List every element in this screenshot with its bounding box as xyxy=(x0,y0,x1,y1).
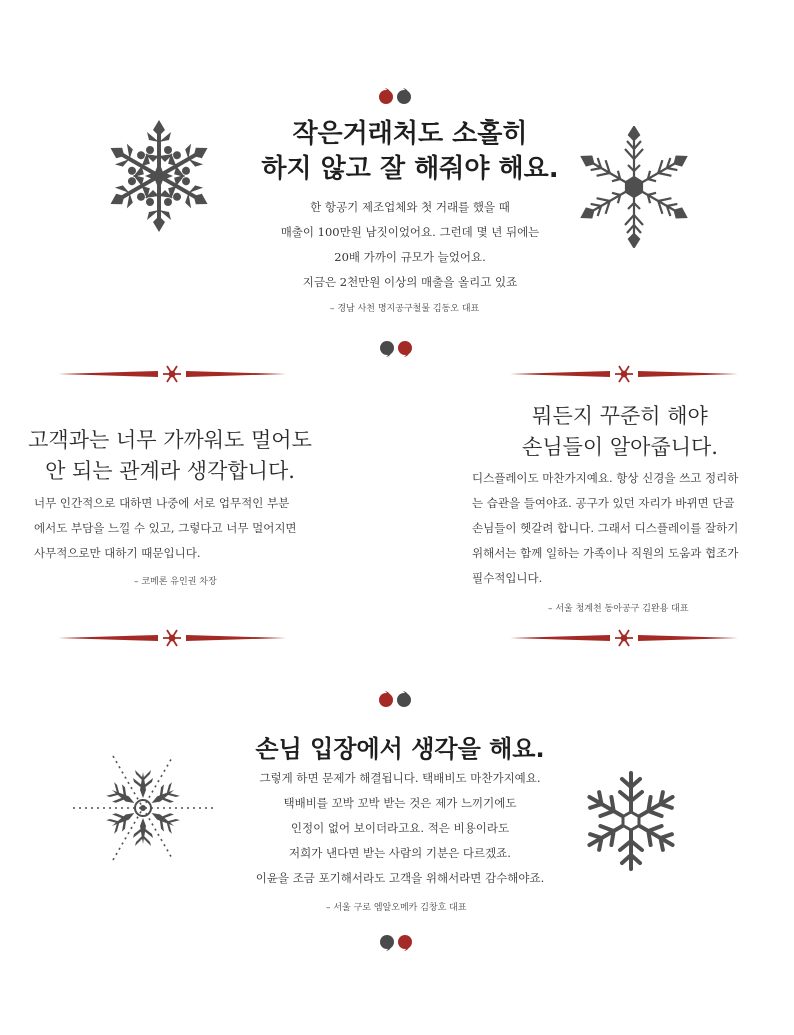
quote-close-icon xyxy=(378,934,414,952)
section1-body xyxy=(200,195,620,295)
section4-body-line: 이윤을 조금 포기해서라도 고객을 위해서라면 감수해야죠. xyxy=(255,871,545,885)
section2-body-line: 에서도 부담을 느낄 수 있고, 그렇다고 너무 멀어지면 xyxy=(34,521,297,535)
section2-title-line: 안 되는 관계라 생각합니다. xyxy=(45,459,295,483)
snowflake-icon xyxy=(106,118,212,238)
section3-body-line: 위해서는 함께 일하는 가족이나 직원의 도움과 협조가 xyxy=(472,546,739,560)
section1-body-line: 매출이 100만원 남짓이었어요. 그런데 몇 년 뒤에는 xyxy=(280,225,540,239)
section1-body-line: 지금은 2천만원 이상의 매출을 올리고 있죠 xyxy=(302,275,518,289)
section3-body-line: 손님들이 헷갈려 합니다. 그래서 디스플레이를 잘하기 xyxy=(472,521,739,535)
section3-body xyxy=(472,466,782,591)
section3-body-line: 필수적입니다. xyxy=(472,571,543,585)
quote-open-icon xyxy=(377,87,413,105)
section2-title-line: 고객과는 너무 가까워도 멀어도 xyxy=(28,428,312,452)
section1-title-line: 작은거래처도 소홀히 xyxy=(292,119,528,149)
section4-body-line: 택배비를 꼬박 꼬박 받는 것은 제가 느끼기에도 xyxy=(283,796,517,810)
section3-attribution: – 서울 청계천 동아공구 김완용 대표 xyxy=(548,604,689,614)
section3-title-line: 뭐든지 꾸준히 해야 xyxy=(532,404,708,428)
section2-attribution: – 코메론 유인권 차장 xyxy=(134,577,217,587)
section4-title xyxy=(200,733,600,765)
section1-attribution: – 경남 사천 명지공구철물 김동오 대표 xyxy=(330,304,480,314)
divider-ornament-icon xyxy=(510,628,738,648)
section4-body xyxy=(200,766,600,891)
section1-title-line: 하지 않고 잘 해줘야 해요. xyxy=(261,154,559,184)
section3-title-line: 손님들이 알아줍니다. xyxy=(522,435,718,459)
section3-body-line: 는 습관을 들여야죠. 공구가 있던 자리가 바뀌면 단골 xyxy=(472,496,735,510)
section4-body-line: 저희가 낸다면 받는 사람의 기분은 다르겠죠. xyxy=(289,846,511,860)
section1-body-line: 한 항공기 제조업체와 첫 거래를 했을 때 xyxy=(310,200,510,214)
section2-body-line: 너무 인간적으로 대하면 나중에 서로 업무적인 부분 xyxy=(34,496,290,510)
snowflake-icon xyxy=(70,747,216,873)
section4-attribution: – 서울 구로 엠알오메카 김창호 대표 xyxy=(326,903,467,913)
snowflake-icon xyxy=(575,768,687,878)
quote-open-icon xyxy=(377,690,413,708)
section2-title xyxy=(20,425,320,487)
section3-title xyxy=(470,401,770,463)
divider-ornament-icon xyxy=(510,364,738,384)
section4-body-line: 그렇게 하면 문제가 해결됩니다. 택배비도 마찬가지예요. xyxy=(259,771,541,785)
section3-body-line: 디스플레이도 마찬가지예요. 항상 신경을 쓰고 정리하 xyxy=(472,471,739,485)
section1-title xyxy=(200,117,620,187)
divider-ornament-icon xyxy=(58,364,286,384)
section4-title-line: 손님 입장에서 생각을 해요. xyxy=(255,735,545,763)
section2-body-line: 사무적으로만 대하기 때문입니다. xyxy=(34,546,201,560)
quote-close-icon xyxy=(378,340,414,358)
divider-ornament-icon xyxy=(58,628,286,648)
section1-body-line: 20배 가까이 규모가 늘었어요. xyxy=(334,250,486,264)
section2-body xyxy=(34,491,334,566)
snowflake-icon xyxy=(569,126,699,252)
section4-body-line: 인정이 없어 보이더라고요. 적은 비용이라도 xyxy=(290,821,510,835)
